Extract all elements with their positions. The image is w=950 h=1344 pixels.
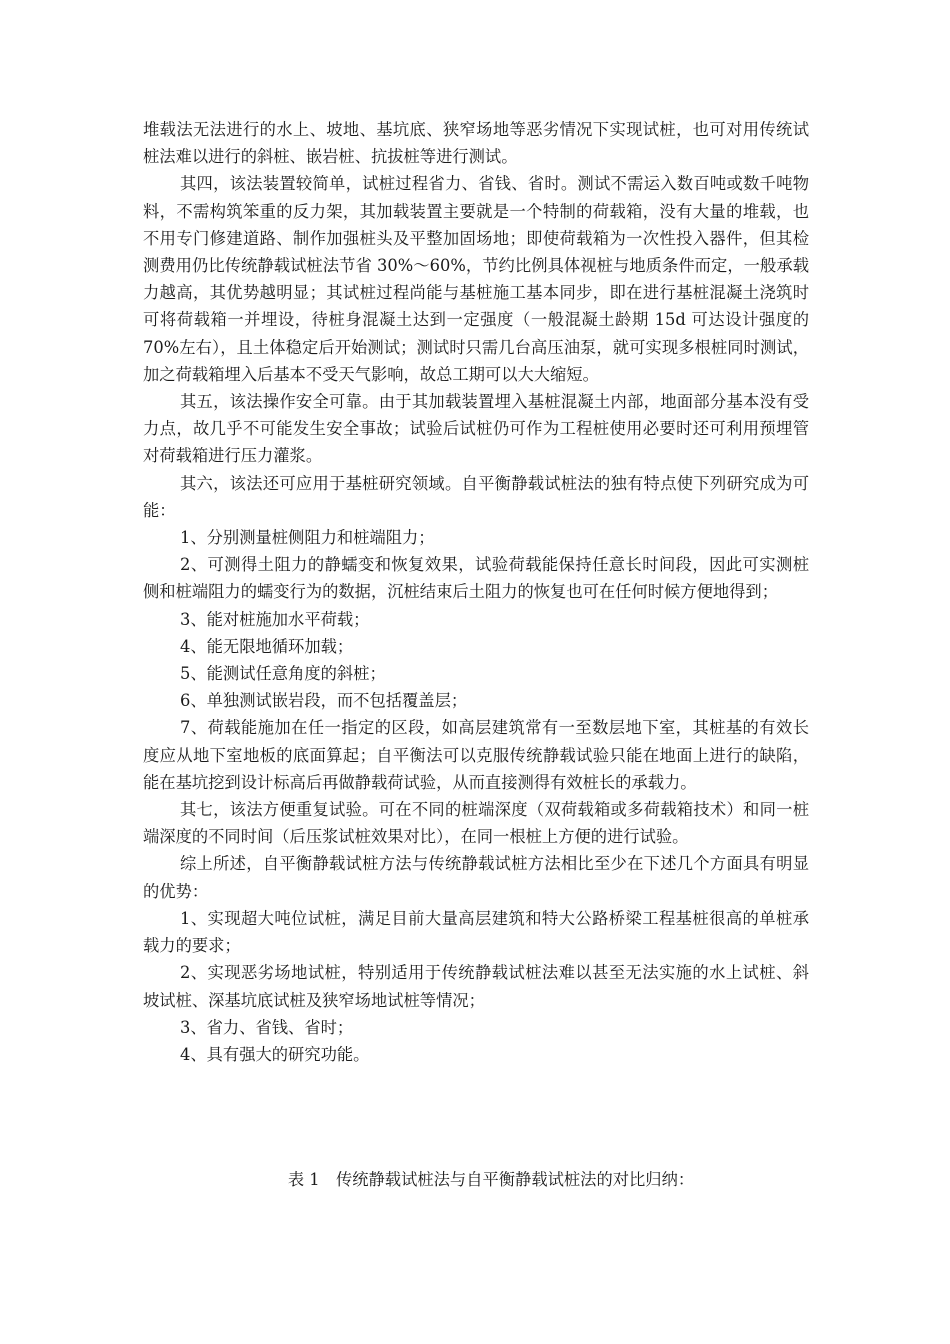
paragraph-point-six: 其六，该法还可应用于基桩研究领域。自平衡静载试桩法的独有特点使下列研究成为可能： — [143, 473, 809, 520]
paragraph-point-four: 其四，该法装置较简单，试桩过程省力、省钱、省时。测试不需运入数百吨或数千吨物料，不需构筑笨重的反力架，其加载装置主要就是一个特制的荷载箱，没有大量的堆载，也不用专门修建道路、制作加强桩头及平整加固场地；即使荷载箱为一次性投入器件，但其检测费用仍比传统静载试桩法节省 30%～60%，节约比例具体视桩与地质条件而定，一般承载力越高，其优势越明显；其试桩过程尚能与基桩施工基本同步，即在进行基桩混凝土浇筑时可将荷载箱一并埋设，待桩身混凝土达到一定强度（一般混凝土龄期 15d 可达设计强度的 70%左右），且土体稳定后开始测试；测试时只需几台高压油泵，就可实现多根桩同时测试，加之荷载箱埋入后基本不受天气影响，故总工期可以大大缩短。 — [143, 174, 809, 384]
paragraph-point-five: 其五，该法操作安全可靠。由于其加载装置埋入基桩混凝土内部，地面部分基本没有受力点，故几乎不可能发生安全事故；试验后试桩仍可作为工程桩使用必要时还可利用预埋管对荷载箱进行压力灌浆。 — [143, 392, 809, 466]
list-item: 6、单独测试嵌岩段，而不包括覆盖层； — [180, 691, 468, 711]
list-item: 2、可测得土阻力的静蠕变和恢复效果，试验荷载能保持任意长时间段，因此可实测桩侧和桩端阻力的蠕变行为的数据，沉桩结束后土阻力的恢复也可在任何时候方便地得到； — [143, 555, 809, 602]
list-item: 2、实现恶劣场地试桩，特别适用于传统静载试桩法难以甚至无法实施的水上试桩、斜坡试桩、深基坑底试桩及狭窄场地试桩等情况； — [143, 963, 809, 1010]
list-item: 1、实现超大吨位试桩，满足目前大量高层建筑和特大公路桥梁工程基桩很高的单桩承载力的要求； — [143, 908, 809, 956]
paragraph-point-seven: 其七，该法方便重复试验。可在不同的桩端深度（双荷载箱或多荷载箱技术）和同一桩端深度的不同时间（后压浆试桩效果对比），在同一根桩上方便的进行试验。 — [143, 800, 809, 847]
list-item: 7、荷载能施加在任一指定的区段，如高层建筑常有一至数层地下室，其桩基的有效长度应从地下室地板的底面算起；自平衡法可以克服传统静载试验只能在地面上进行的缺陷，能在基坑挖到设计标高后再做静载荷试验，从而直接测得有效桩长的承载力。 — [143, 718, 809, 792]
list-item: 3、省力、省钱、省时； — [180, 1017, 354, 1037]
paragraph-summary: 综上所述，自平衡静载试桩方法与传统静载试桩方法相比至少在下述几个方面具有明显的优势： — [143, 854, 809, 901]
list-item: 1、分别测量桩侧阻力和桩端阻力； — [180, 528, 435, 548]
list-item: 4、能无限地循环加载； — [180, 636, 354, 656]
list-item: 5、能测试任意角度的斜桩； — [180, 664, 386, 684]
paragraph-continuation: 堆载法无法进行的水上、坡地、基坑底、狭窄场地等恶劣情况下实现试桩，也可对用传统试桩法难以进行的斜桩、嵌岩桩、抗拔桩等进行测试。 — [143, 120, 809, 167]
body-text — [143, 116, 809, 1068]
list-item: 3、能对桩施加水平荷载； — [180, 609, 370, 629]
table-caption: 表 1 传统静载试桩法与自平衡静载试桩法的对比归纳： — [287, 1170, 695, 1189]
list-item: 4、具有强大的研究功能。 — [180, 1044, 370, 1064]
